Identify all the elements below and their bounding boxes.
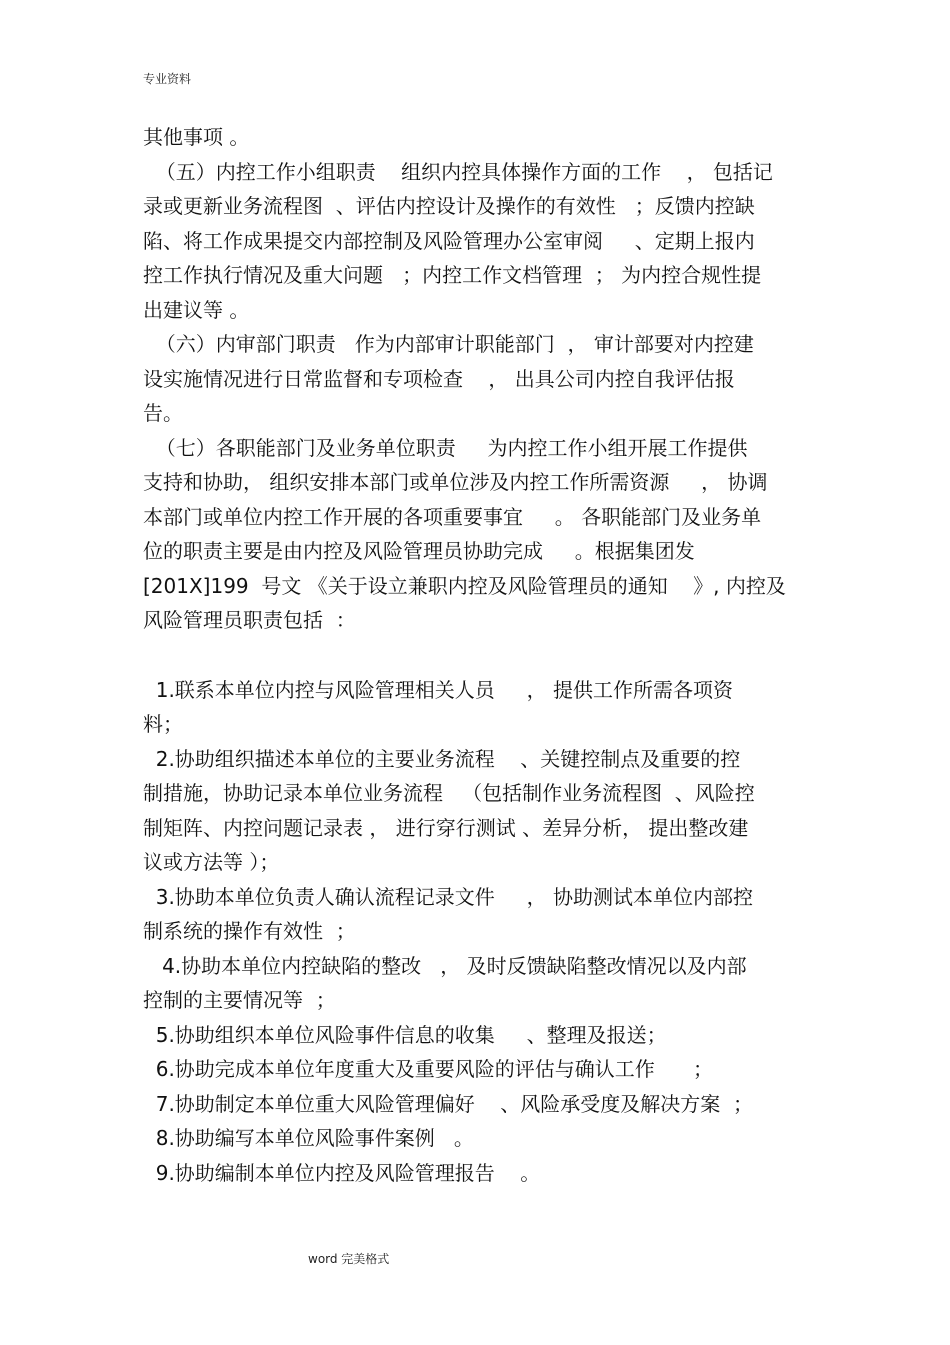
text-line: 其他事项 。 bbox=[143, 125, 250, 149]
paragraph bbox=[143, 1087, 813, 1122]
text-line: 控制的主要情况等 ； bbox=[143, 988, 336, 1012]
text-line: （五）内控工作小组职责 组织内控具体操作方面的工作 ， 包括记 bbox=[143, 159, 773, 184]
paragraph-spacer bbox=[143, 638, 813, 673]
paragraph bbox=[143, 1052, 813, 1087]
text-line: 2.协助组织描述本单位的主要业务流程 、关键控制点及重要的控 bbox=[143, 746, 741, 771]
text-line: 4.协助本单位内控缺陷的整改 ， 及时反馈缺陷整改情况以及内部 bbox=[143, 953, 747, 978]
paragraph bbox=[143, 742, 813, 880]
text-line: 出建议等 。 bbox=[143, 297, 250, 322]
text-line: 6.协助完成本单位年度重大及重要风险的评估与确认工作 ； bbox=[143, 1057, 713, 1081]
paragraph bbox=[143, 1018, 813, 1053]
text-line: 本部门或单位内控工作开展的各项重要事宜 。 各职能部门及业务单 bbox=[143, 504, 762, 529]
text-line: 9.协助编制本单位内控及风险管理报告 。 bbox=[143, 1160, 541, 1185]
paragraph bbox=[143, 155, 813, 328]
text-line: 制措施，协助记录本单位业务流程 （包括制作业务流程图 、风险控 bbox=[143, 781, 755, 805]
paragraph bbox=[143, 120, 813, 155]
page-header: 专业资料 bbox=[143, 72, 192, 86]
paragraph bbox=[143, 880, 813, 949]
paragraph bbox=[143, 327, 813, 431]
text-line: 控工作执行情况及重大问题 ；内控工作文档管理 ； 为内控合规性提 bbox=[143, 263, 762, 287]
text-line: 位的职责主要是由内控及风险管理员协助完成 。根据集团发 bbox=[143, 539, 695, 563]
text-line: 陷、将工作成果提交内部控制及风险管理办公室审阅 、定期上报内 bbox=[143, 228, 755, 253]
page-footer: word 完美格式 bbox=[308, 1252, 390, 1266]
text-line: 8.协助编写本单位风险事件案例 。 bbox=[143, 1126, 474, 1150]
text-line: 风险管理员职责包括 ： bbox=[143, 608, 356, 632]
text-line: [201X]199 号文 《关于设立兼职内控及风险管理员的通知 》, 内控及 bbox=[143, 573, 786, 598]
paragraph bbox=[143, 431, 813, 638]
text-line: 料； bbox=[143, 712, 183, 736]
text-line: 设实施情况进行日常监督和专项检查 ， 出具公司内控自我评估报 bbox=[143, 366, 735, 391]
text-line: （七）各职能部门及业务单位职责 为内控工作小组开展工作提供 bbox=[143, 435, 748, 460]
paragraph bbox=[143, 1121, 813, 1156]
text-line: 制矩阵、内控问题记录表 ， 进行穿行测试 、差异分析， 提出整改建 bbox=[143, 815, 749, 840]
text-line: 支持和协助， 组织安排本部门或单位涉及内控工作所需资源 ， 协调 bbox=[143, 470, 768, 494]
paragraph bbox=[143, 673, 813, 742]
text-line: 告。 bbox=[143, 401, 183, 425]
text-line: 3.协助本单位负责人确认流程记录文件 ， 协助测试本单位内部控 bbox=[143, 884, 753, 909]
text-line: 7.协助制定本单位重大风险管理偏好 、风险承受度及解决方案 ； bbox=[143, 1091, 753, 1116]
document-body bbox=[143, 120, 813, 1190]
paragraph bbox=[143, 1156, 813, 1191]
text-line: 1.联系本单位内控与风险管理相关人员 ， 提供工作所需各项资 bbox=[143, 677, 733, 702]
paragraph bbox=[143, 949, 813, 1018]
text-line: 制系统的操作有效性 ； bbox=[143, 919, 356, 943]
text-line: 议或方法等 ）； bbox=[143, 850, 280, 874]
text-line: 录或更新业务流程图 、评估内控设计及操作的有效性 ；反馈内控缺 bbox=[143, 194, 755, 218]
text-line: （六）内审部门职责 作为内部审计职能部门 ， 审计部要对内控建 bbox=[143, 332, 754, 356]
text-line: 5.协助组织本单位风险事件信息的收集 、整理及报送； bbox=[143, 1022, 667, 1047]
